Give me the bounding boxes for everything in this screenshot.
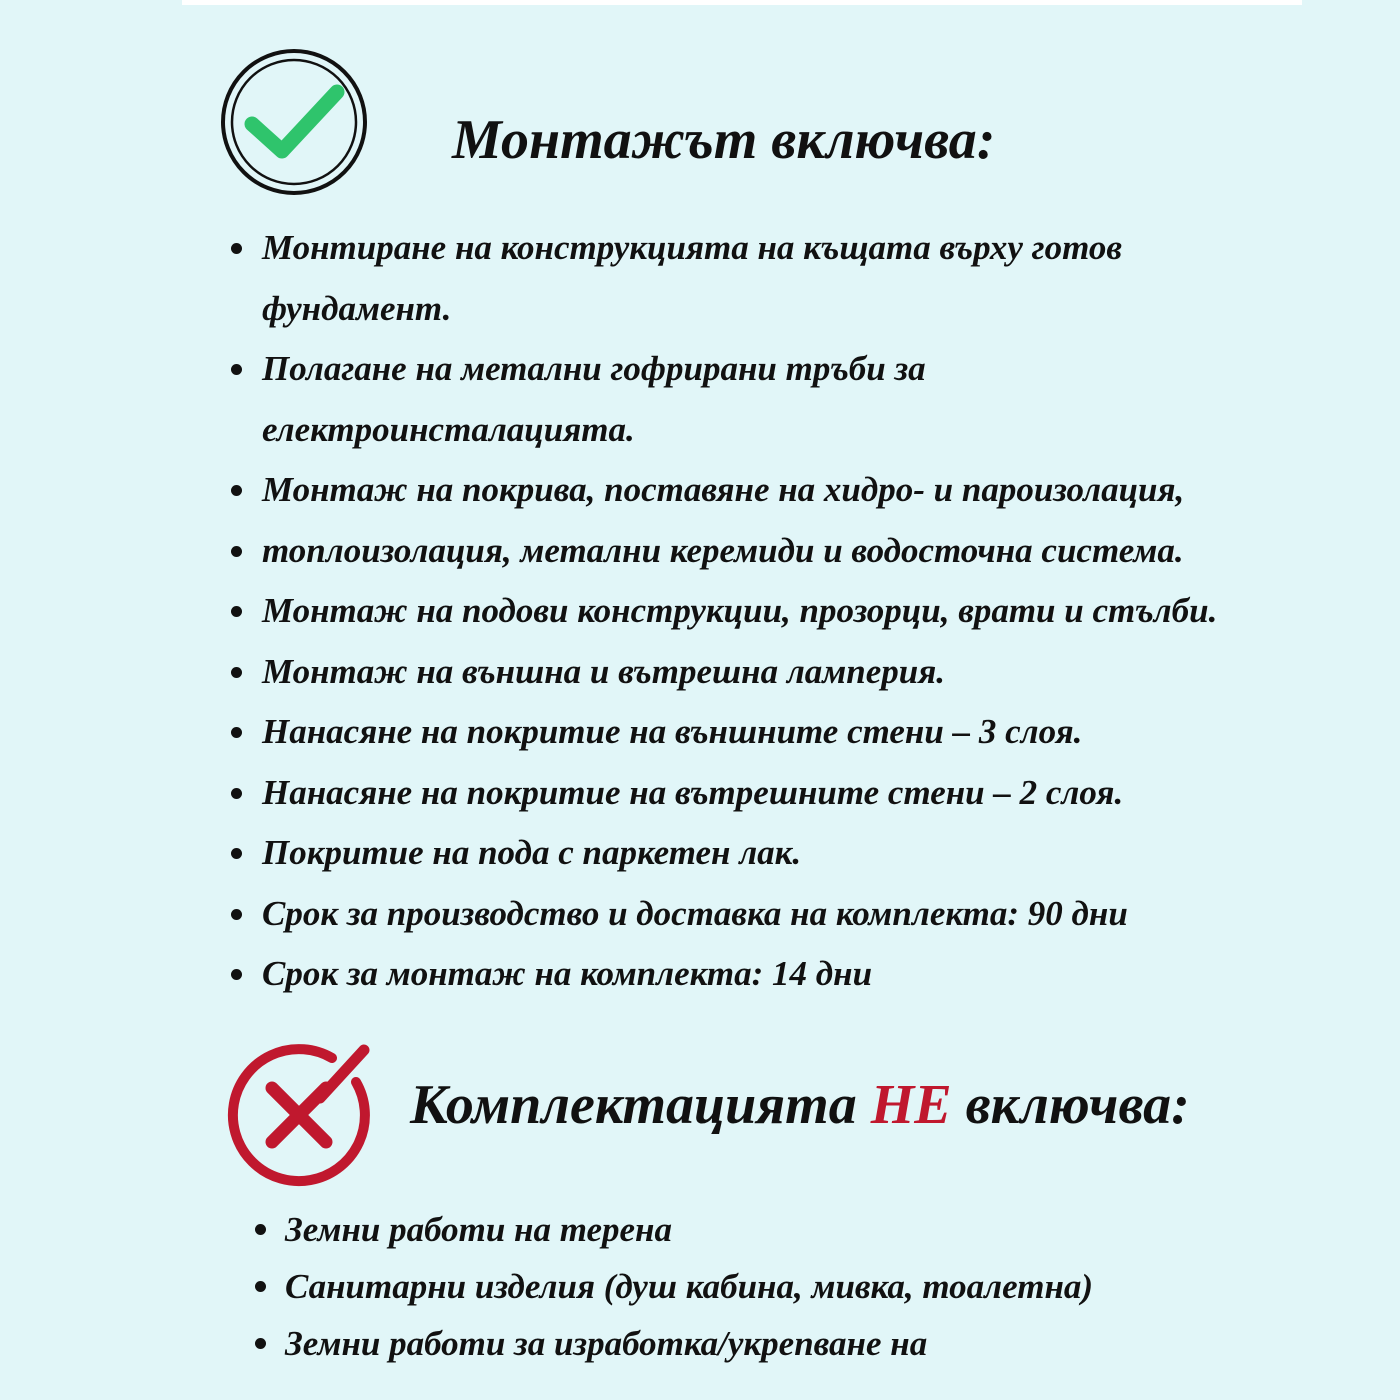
list-item: Нанасяне на покритие на вътрешните стени – 2 слоя. [262,763,1217,824]
bullet [231,606,242,617]
bullet [231,243,242,254]
cross-circle-icon [224,1040,376,1190]
list-item: Монтиране на конструкцията на къщата върху готов фундамент. [262,218,1217,339]
list-item: Полагане на метални гофрирани тръби за електроинсталацията. [262,339,1217,460]
bullet [231,546,242,557]
bullet [231,727,242,738]
top-strip [182,0,1302,5]
not-emphasis: НЕ [870,1074,952,1136]
list-item: Срок за монтаж на комплекта: 14 дни [262,944,1217,1005]
list-item: Земни работи за изработка/укрепване на [285,1315,1093,1372]
included-heading: Монтажът включва: [452,109,996,171]
list-item: Монтаж на външна и вътрешна ламперия. [262,642,1217,703]
bullet [255,1338,266,1349]
bullet [231,848,242,859]
bullet [255,1224,266,1235]
check-circle-icon [219,47,369,197]
list-item: Покритие на пода с паркетен лак. [262,823,1217,884]
bullet [231,909,242,920]
list-item: Санитарни изделия (душ кабина, мивка, тоалетна) [285,1258,1093,1315]
bullet [231,788,242,799]
excluded-list [285,1201,1093,1372]
bullet [231,364,242,375]
list-item: Монтаж на подови конструкции, прозорци, врати и стълби. [262,581,1217,642]
excluded-heading: Комплектацията НЕ включва: [410,1074,1190,1136]
list-item: Монтаж на покрива, поставяне на хидро- и пароизолация, [262,460,1217,521]
included-list [262,218,1217,1005]
list-item: Земни работи на терена [285,1201,1093,1258]
list-item: Срок за производство и доставка на комплекта: 90 дни [262,884,1217,945]
list-item: Нанасяне на покритие на външните стени – 3 слоя. [262,702,1217,763]
bullet [255,1281,266,1292]
bullet [231,485,242,496]
list-item: топлоизолация, метални керемиди и водосточна система. [262,521,1217,582]
bullet [231,667,242,678]
bullet [231,969,242,980]
